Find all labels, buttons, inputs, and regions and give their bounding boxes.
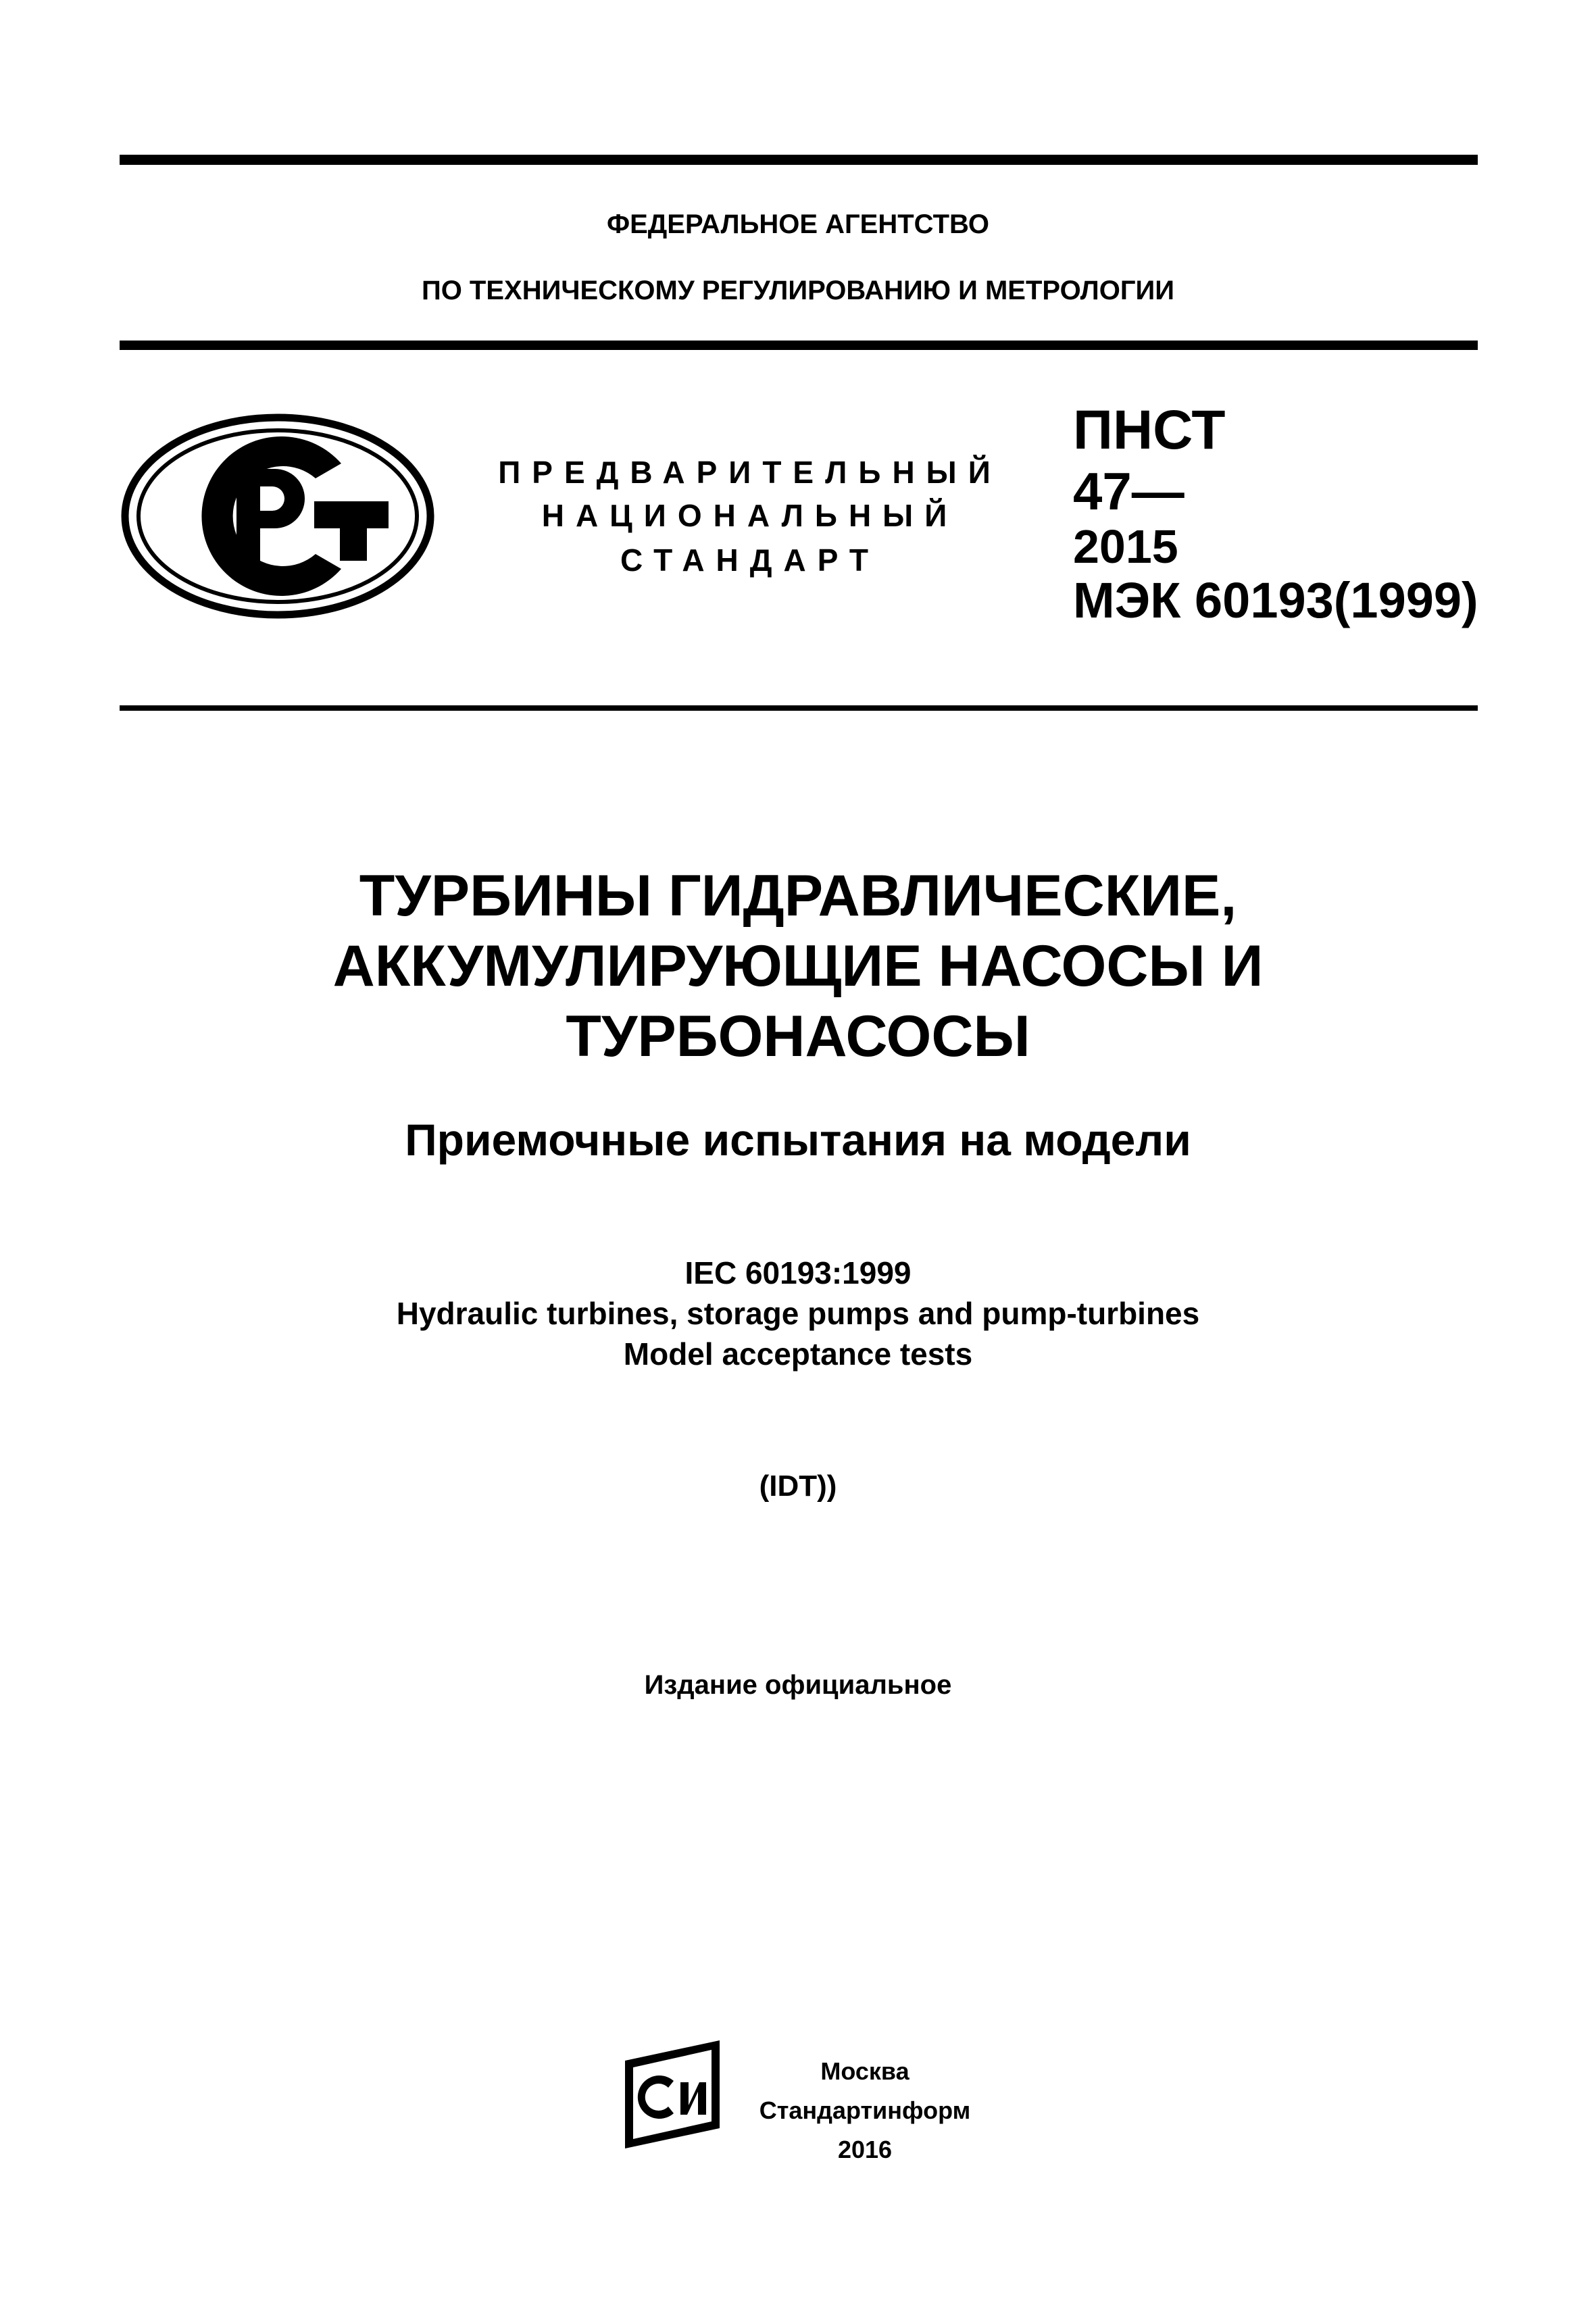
agency-bottom-rule [120, 341, 1478, 350]
english-line-1: IEC 60193:1999 [684, 1255, 912, 1290]
standard-kind-line-2: НАЦИОНАЛЬНЫЙ [541, 498, 959, 533]
designation-line-2: 47— [1073, 461, 1184, 521]
rst-logo-graphic [118, 411, 437, 622]
top-rule [120, 155, 1478, 165]
title-line-3: ТУРБОНАСОСЫ [566, 1004, 1030, 1069]
publisher-name: Стандартинформ [759, 2096, 971, 2124]
publisher-city: Москва [820, 2057, 909, 2085]
si-logo-graphic [618, 2034, 726, 2155]
title-line-2: АККУМУЛИРУЮЩИЕ НАСОСЫ И [332, 934, 1264, 999]
title-line-1: ТУРБИНЫ ГИДРАВЛИЧЕСКИЕ, [359, 863, 1237, 928]
publisher-year: 2016 [837, 2136, 893, 2163]
degree-of-correspondence: (IDT)) [759, 1469, 837, 1503]
designation-line-1: ПНСТ [1073, 399, 1226, 461]
designation-line-3: 2015 [1073, 520, 1178, 573]
english-line-2: Hydraulic turbines, storage pumps and pump-turbines [396, 1296, 1200, 1331]
standard-kind-line-3: СТАНДАРТ [620, 543, 880, 578]
agency-line-1: ФЕДЕРАЛЬНОЕ АГЕНТСТВО [606, 209, 990, 239]
subtitle: Приемочные испытания на модели [405, 1115, 1191, 1165]
english-line-3: Model acceptance tests [623, 1336, 973, 1372]
standard-kind-line-1: ПРЕДВАРИТЕЛЬНЫЙ [498, 455, 1002, 490]
edition-label: Издание официальное [644, 1670, 952, 1700]
designation-line-4: МЭК 60193(1999) [1073, 572, 1478, 628]
agency-line-2: ПО ТЕХНИЧЕСКОМУ РЕГУЛИРОВАНИЮ И МЕТРОЛОГИИ [421, 276, 1175, 305]
header-bottom-rule [120, 705, 1478, 711]
rst-logo [118, 411, 437, 622]
si-logo [618, 2034, 726, 2155]
